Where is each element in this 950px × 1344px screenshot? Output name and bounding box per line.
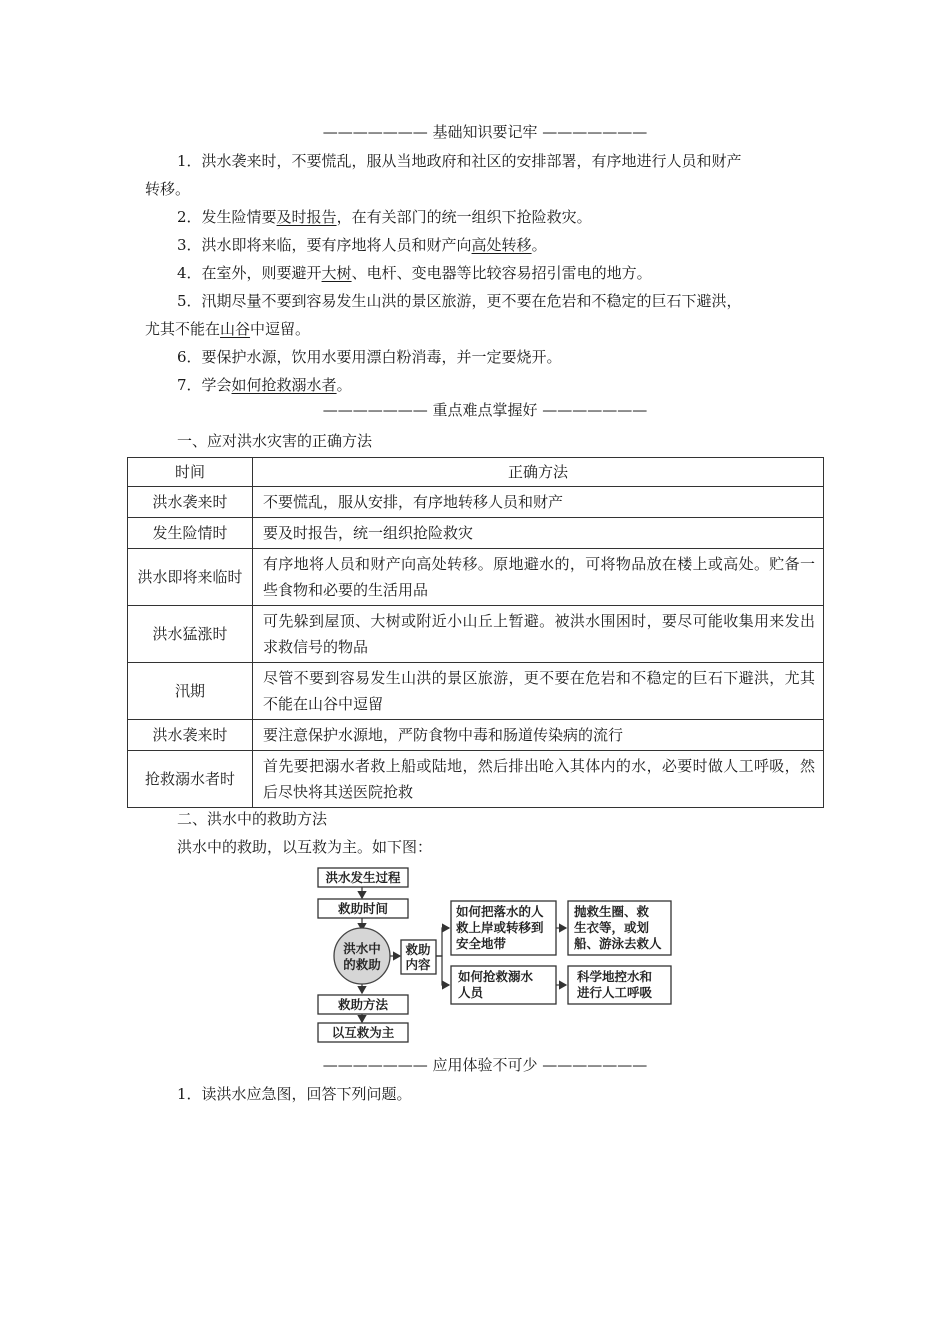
item-4-key: 大树 [321, 264, 352, 282]
item-2-pre: 2．发生险情要 [177, 208, 277, 226]
item-4-post: 、电杆、变电器等比较容易招引雷电的地方。 [351, 264, 652, 282]
text-center-2: 的救助 [343, 957, 381, 972]
item-3-post: 。 [531, 236, 547, 254]
table-cell-time: 洪水袭来时 [128, 720, 253, 751]
item-7-post: 。 [336, 376, 352, 394]
table-header-method: 正确方法 [253, 458, 824, 487]
table-cell-time: 洪水即将来临时 [128, 549, 253, 606]
subheading-rescue-methods: 二、洪水中的救助方法 [177, 810, 328, 828]
item-1-cont: 转移。 [145, 180, 191, 198]
table-cell-method: 不要慌乱，服从安排，有序地转移人员和财产 [253, 487, 824, 518]
item-5-key: 山谷 [220, 320, 251, 338]
text-branch1-3: 安全地带 [456, 936, 507, 951]
item-4-pre: 4．在室外，则要避开 [177, 264, 322, 282]
item-2-post: ，在有关部门的统一组织下抢险救灾。 [336, 208, 592, 226]
table-cell-method: 可先躲到屋顶、大树或附近小山丘上暂避。被洪水围困时，要尽可能收集用来发出求救信号的物品 [253, 606, 824, 663]
text-result1-2: 生衣等，或划 [574, 920, 650, 935]
text-mid-2: 内容 [405, 957, 431, 972]
item-1-text: 1．洪水袭来时，不要慌乱，服从当地政府和社区的安排部署，有序地进行人员和财产 [177, 152, 742, 170]
text-result1-3: 船、游泳去救人 [574, 936, 662, 951]
text-result2-1: 科学地控水和 [577, 969, 653, 984]
text-branch1-1: 如何把落水的人 [456, 904, 544, 919]
text-result2-2: 进行人工呼吸 [577, 985, 653, 1000]
section-heading-key-points: ——————— 重点难点掌握好 ——————— [322, 401, 648, 419]
question-1: 1．读洪水应急图，回答下列问题。 [177, 1085, 412, 1103]
table-cell-method: 尽管不要到容易发生山洪的景区旅游，更不要在危岩和不稳定的巨石下避洪，尤其不能在山谷中逗留 [253, 663, 824, 720]
text-rescue-method: 救助方法 [337, 997, 389, 1012]
table-cell-time: 洪水猛涨时 [128, 606, 253, 663]
table-cell-method: 要注意保护水源地，严防食物中毒和肠道传染病的流行 [253, 720, 824, 751]
table-cell-method: 首先要把溺水者救上船或陆地，然后排出呛入其体内的水，必要时做人工呼吸，然后尽快将其送医院抢救 [253, 751, 824, 808]
subheading-correct-methods: 一、应对洪水灾害的正确方法 [177, 432, 373, 450]
diagram-intro: 洪水中的救助，以互救为主。如下图： [177, 838, 433, 856]
item-6: 6．要保护水源，饮用水要用漂白粉消毒，并一定要烧开。 [177, 348, 562, 366]
table-cell-time: 发生险情时 [128, 518, 253, 549]
table-cell-time: 抢救溺水者时 [128, 751, 253, 808]
item-5-post: 中逗留。 [250, 320, 311, 338]
section-heading-basics: ——————— 基础知识要记牢 ——————— [322, 123, 648, 141]
table-cell-method: 有序地将人员和财产向高处转移。原地避水的，可将物品放在楼上或高处。贮备一些食物和必要的生活用品 [253, 549, 824, 606]
item-3-pre: 3．洪水即将来临，要有序地将人员和财产向 [177, 236, 472, 254]
table-cell-method: 要及时报告，统一组织抢险救灾 [253, 518, 824, 549]
text-result1-1: 抛救生圈、救 [574, 904, 650, 919]
text-rescue-time: 救助时间 [337, 901, 389, 916]
item-2-key: 及时报告 [276, 208, 337, 226]
text-flood-process: 洪水发生过程 [325, 870, 401, 885]
table-header-time: 时间 [128, 458, 253, 487]
text-center-1: 洪水中 [343, 941, 381, 956]
item-7-pre: 7．学会 [177, 376, 232, 394]
section-heading-practice: ——————— 应用体验不可少 ——————— [322, 1056, 648, 1074]
text-branch1-2: 救上岸或转移到 [456, 920, 544, 935]
text-branch2-1: 如何抢救溺水 [458, 969, 534, 984]
item-5: 5．汛期尽量不要到容易发生山洪的景区旅游，更不要在危岩和不稳定的巨石下避洪， [177, 292, 742, 310]
table-cell-time: 洪水袭来时 [128, 487, 253, 518]
table-cell-time: 汛期 [128, 663, 253, 720]
text-branch2-2: 人员 [458, 985, 484, 1000]
text-mutual-rescue: 以互救为主 [331, 1025, 395, 1040]
circle-center [334, 928, 390, 984]
item-3-key: 高处转移 [471, 236, 532, 254]
text-mid-1: 救助 [405, 942, 431, 957]
item-5-pre2: 尤其不能在 [145, 320, 221, 338]
item-7-key: 如何抢救溺水者 [231, 376, 337, 394]
